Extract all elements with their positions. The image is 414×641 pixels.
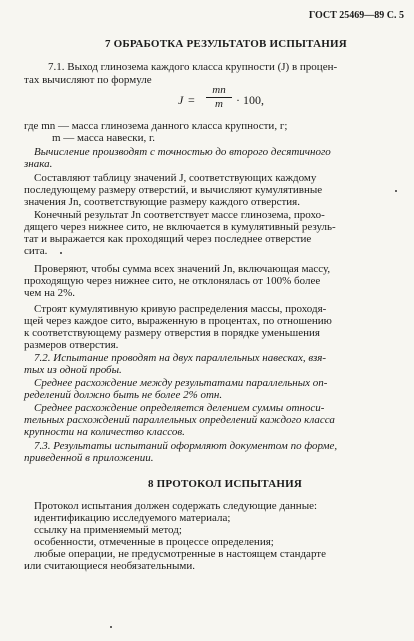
text-line: Конечный результат Jn соответствует массе глинозема, прохо- [34,209,325,221]
where-line: m — масса навески, г. [52,132,156,144]
text-line: идентификацию исследуемого материала; [34,512,231,524]
text-line: тах вычисляют по формуле [24,74,152,86]
text-line: Проверяют, чтобы сумма всех значений Jn, включающая массу, [34,263,331,275]
formula [178,84,338,118]
scan-speck [60,252,62,254]
scan-speck [110,626,112,628]
formula-lhs: J [178,93,184,107]
text-line: сита. [24,245,48,257]
text-line: 7.1. Выход глинозема каждого класса крупности (J) в процен- [48,61,338,73]
italic-line: Среднее расхождение между результатами параллельных оп- [34,377,328,389]
italic-line: тых из одной пробы. [24,364,122,376]
italic-line: 7.3. Результаты испытаний оформляют документом по форме, [34,440,338,452]
italic-line: ределений должно быть не более 2% отн. [24,389,223,401]
text-line: или считающиеся необязательными. [24,560,196,572]
italic-line: Среднее расхождение определяется делением суммы относи- [34,402,325,414]
text-line: любые операции, не предусмотренные в настоящем стандарте [34,548,326,560]
text-line: последующему размеру отверстий, и вычисляют кумулятивные [24,184,323,196]
where-line: где mn — масса глинозема данного класса крупности, г; [24,120,288,132]
formula-numerator: mn [206,84,232,98]
scan-speck [395,190,397,192]
text-line: чем на 2%. [24,287,76,299]
text-line: ссылку на применяемый метод; [34,524,182,536]
text-line: Составляют таблицу значений J, соответствующих каждому [34,172,317,184]
italic-line: 7.2. Испытание проводят на двух параллельных навесках, взя- [34,352,327,364]
italic-line: тельных расхождений параллельных определений каждого класса [24,414,335,426]
italic-line: приведенной в приложении. [24,452,154,464]
section-8-title: 8 ПРОТОКОЛ ИСПЫТАНИЯ [148,478,303,490]
formula-fraction [206,84,232,110]
italic-line: Вычисление производят с точностью до второго десятичного [34,146,331,158]
text-line: проходящую через нижнее сито, не отклонялась от 100% более [24,275,321,287]
text-line: щей через каждое сито, выраженную в процентах, по отношению [24,315,332,327]
italic-line: крупности на количество классов. [24,426,185,438]
text-line: особенности, отмеченные в процессе определения; [34,536,274,548]
formula-denominator: m [215,98,223,110]
text-line: тат и выражается как проходящий через последнее отверстие [24,233,312,245]
standard-reference: ГОСТ 25469—89 С. 5 [308,10,404,21]
italic-line: знака. [24,158,53,170]
text-line: значения Jn, соответствующие размеру каждого отверстия. [24,196,300,208]
text-line: дящего через нижнее сито, не включается в кумулятивный резуль- [24,221,336,233]
section-7-title: 7 ОБРАБОТКА РЕЗУЛЬТАТОВ ИСПЫТАНИЯ [105,38,347,50]
text-line: Протокол испытания должен содержать следующие данные: [34,500,318,512]
text-line: размеров отверстия. [24,339,119,351]
text-line: Строят кумулятивную кривую распределения массы, проходя- [34,303,327,315]
text-line: к соответствующему размеру отверстия в порядке уменьшения [24,327,320,339]
formula-multiplier: · 100, [236,93,264,107]
formula-equals: = [188,93,195,107]
